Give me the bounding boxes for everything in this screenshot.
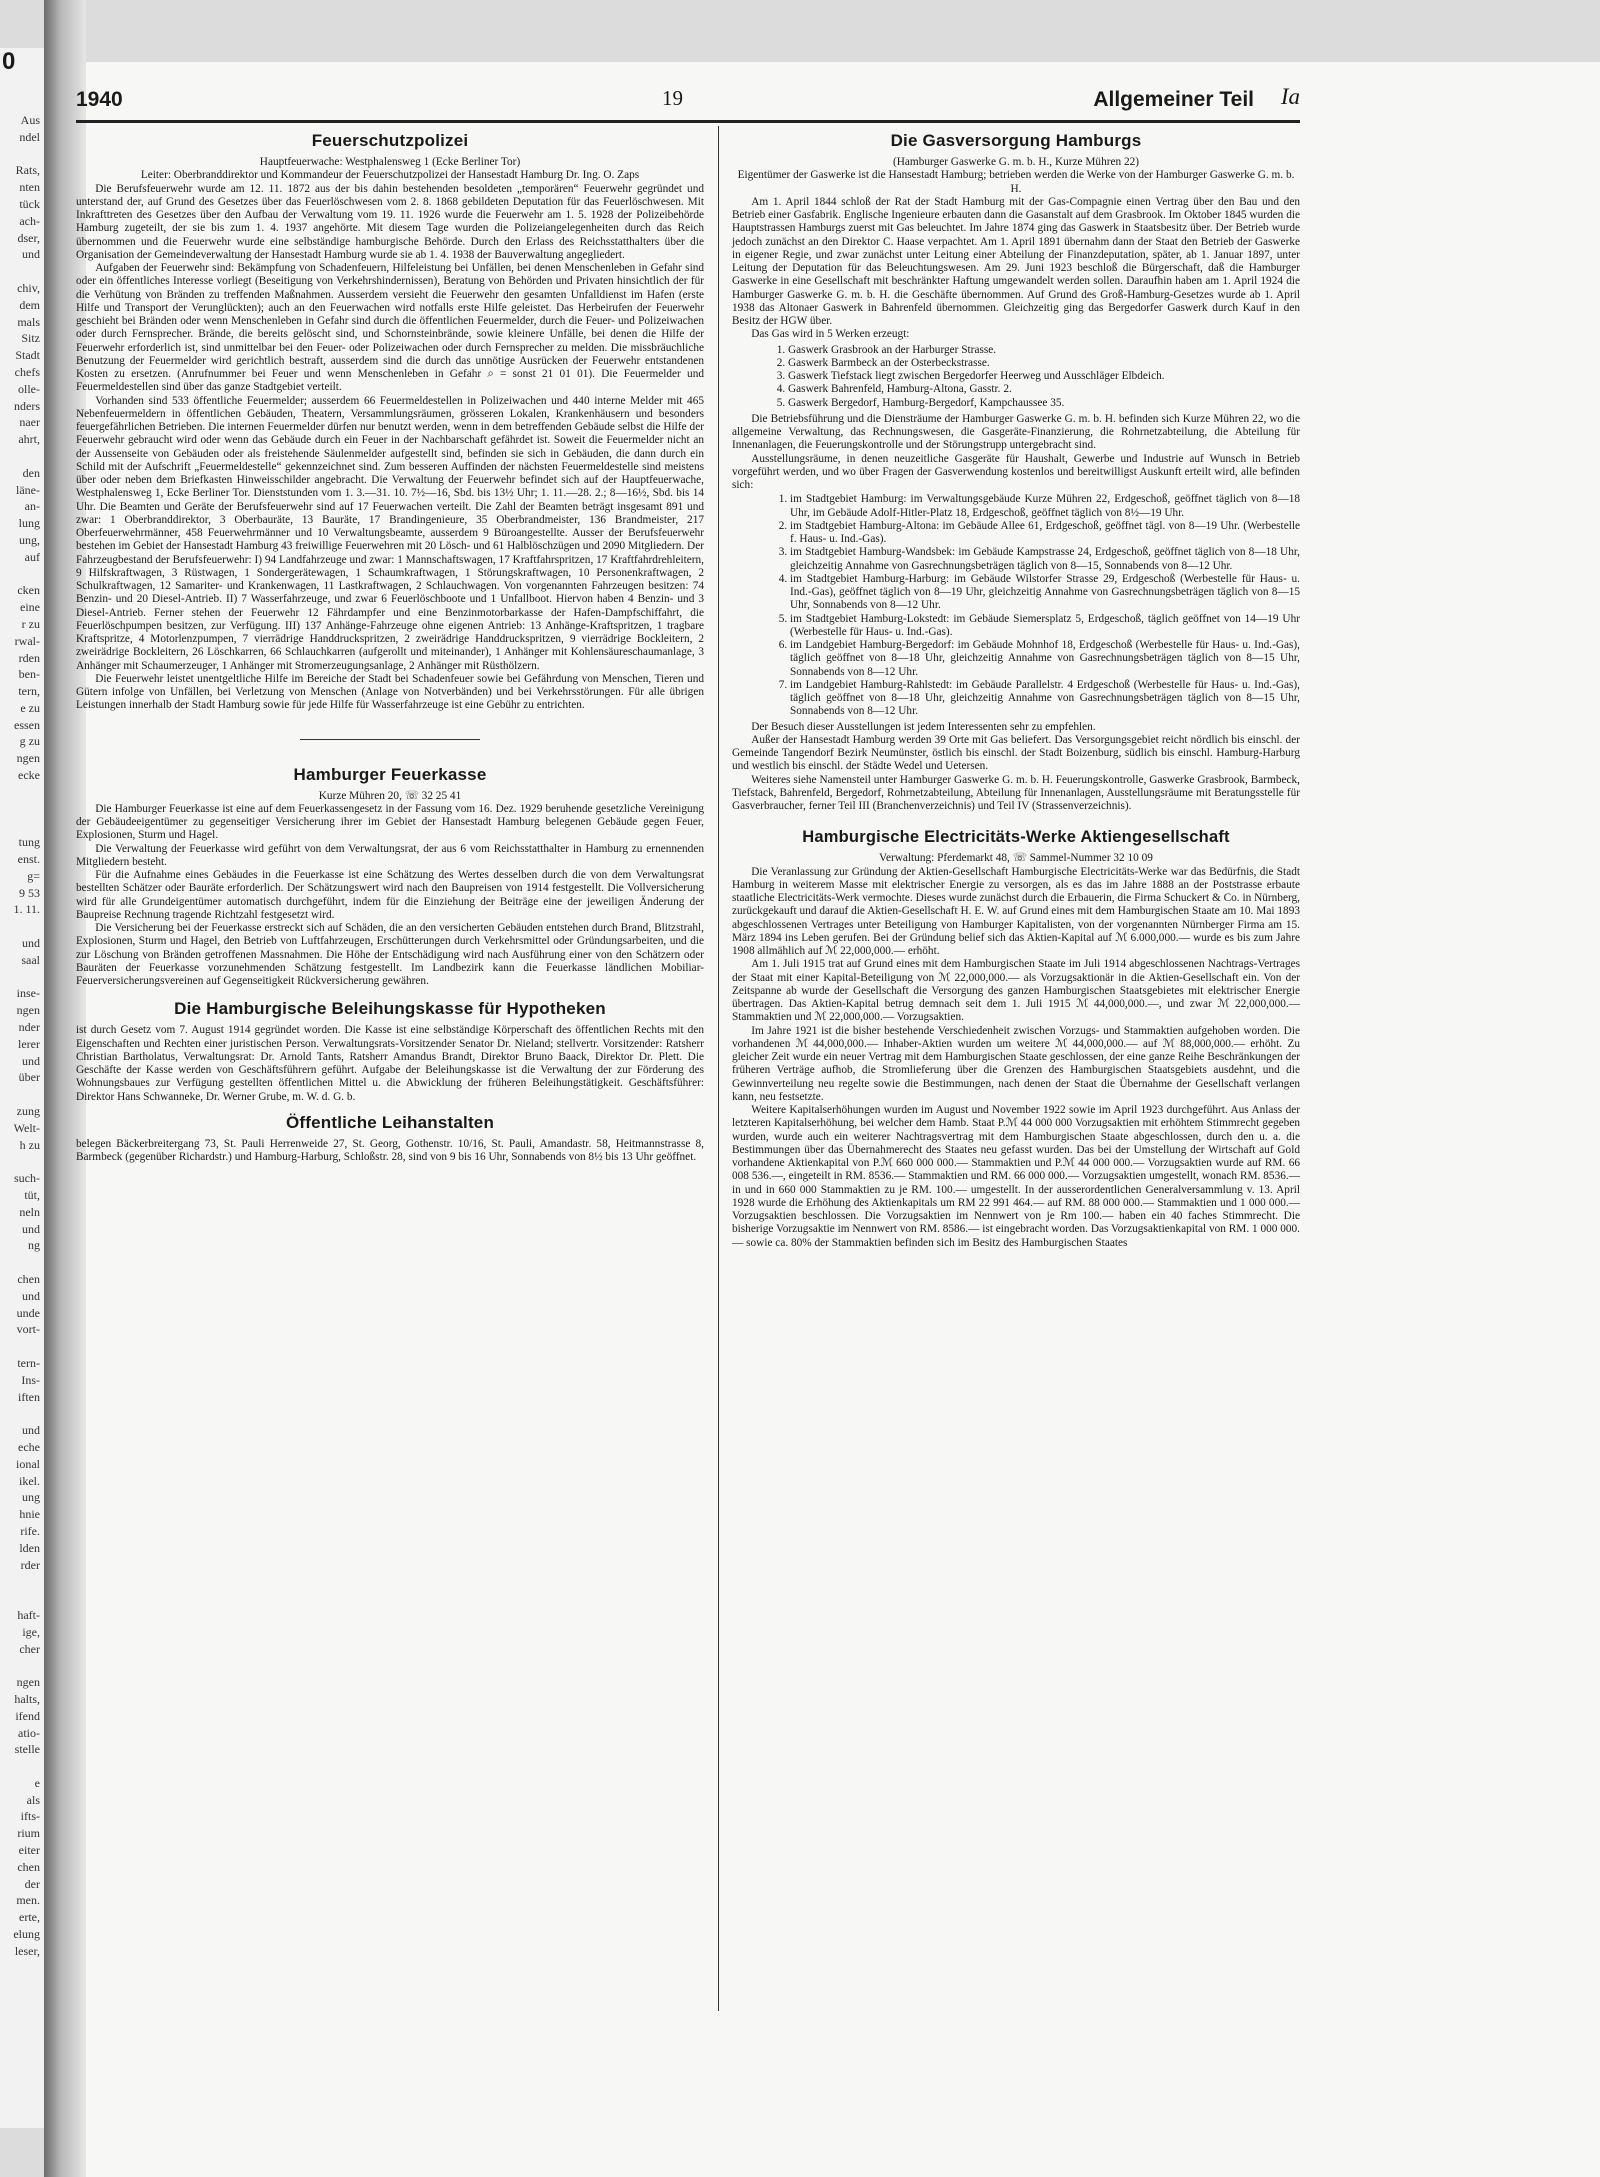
header-year: 1940 [76,88,123,111]
beleihungskasse-paragraph: ist durch Gesetz vom 7. August 1914 gegründet worden. Die Kasse ist eine selbständige Körperschaft des öffentlichen Rechts mit den Eigenschaften und Rechten einer juristischen Person. Verwaltungsrats-Vorsitzender Senator Dr. Nieland; stellvertr. Vorsitzender: Ratsherr Christian Bartholatus, Verwaltungsrat: Dr. Arnold Tants, Ratsherr Amandus Brandt, Direktor Bruno Baack, Direktor Dr. Plett. Die Geschäfte der Kasse werden von Geschäftsführern geführt. Aufgabe der Beleihungskasse ist die Verwaltung der zur Förderung des Wohnungsbaues zur Verfügung gestellten öffentlichen Mittel u. die Abwicklung der früheren Beleihungstätigkeit. Geschäftsführer: Direktor Hans Schwanneke, Dr. Werner Grube, m. W. d. G. b. [76,1024,704,1103]
gas-works-item: 2. Gaswerk Barmbeck an der Osterbeckstrasse. [788,357,1300,370]
neighbor-fragment: und [22,1288,40,1303]
neighbor-fragment: als [26,1792,40,1807]
neighbor-fragment: ifts- [20,1809,40,1824]
neighbor-fragment: chiv, [17,280,40,295]
neighbor-fragment: chefs [14,364,40,379]
neighbor-fragment: und [22,936,40,951]
neighbor-fragment: der [24,1876,40,1891]
neighbor-fragment: haft- [17,1607,40,1622]
gas-works-item: 1. Gaswerk Grasbrook an der Harburger Strasse. [788,344,1300,357]
page-number: 19 [662,86,683,110]
neighbor-fragment: Aus [20,113,40,127]
neighbor-page-strip [0,48,46,2128]
neighbor-fragment: ngen [16,1003,40,1018]
feuerkasse-paragraph: Die Versicherung bei der Feuerkasse erstreckt sich auf Schäden, die an den versicherten Gebäuden entstehen durch Brand, Blitzstrahl, Explosionen, Sturm und Hagel, den Betrieb von Luftfahrzeugen, Erschütterungen durch Verkehrsmittel oder Gründungsarbeiten, und die zur Löschung von Bränden getroffenen Massnahmen. Die Höhe der Entschädigung wird nach Ausführung einer von den Schätzern oder Bauräten der Feuerkasse vorzunehmenden Schätzung festgestellt. Im Landbezirk kann die Feuerkasse ländlichen Mobiliar-Feuerversicherungsvereinen auf Gegenseitigkeit Rückversicherung gewähren. [76,922,704,987]
feuerschutz-paragraph: Aufgaben der Feuerwehr sind: Bekämpfung von Schadenfeuern, Hilfeleistung bei Unfällen, bei denen Menschenleben in Gefahr sind oder ein öffentliches Interesse vorliegt (Beseitigung von Verkehrshindernissen), Beratung von Behörden und Privaten hinsichtlich der für die Verhütung von Bränden zu treffenden Maßnahmen. Ausserdem versieht die Feuerwehr den gesamten Unfalldienst im Hafen (erste Hilfe und Transport der Verunglückten); auch an den Feuerwachen wird notfalls erste Hilfe geleistet. Das Herbeirufen der Feuerwehr geschieht bei Bränden oder wenn Menschenleben in Gefahr sind durch die öffentlichen Feuermelder, durch die Feuer- und Polizeiwachen oder durch Fernsprecher. Brände, die bereits gelöscht sind, und Schornsteinbrände, sowie kleinere Unfälle, bei denen die Hilfe der Feuerwehr erforderlich ist, sind unmittelbar bei den Feuer- oder Polizeiwachen oder durch Fernsprecher zu melden. Die missbräuchliche Benutzung der Feuermelder wird gerichtlich bestraft, ausserdem sind die durch das unnötige Ausrücken der Feuerwehr entstandenen Kosten zu ersetzen. (Anrufnummer bei Feuer und wenn Menschenleben in Gefahr ⌕ = sonst 21 01 01). Die Feuermelder und Feuermeldestellen sind über das ganze Stadtgebiet verteilt. [76,262,704,394]
neighbor-fragment [0,146,44,163]
neighbor-fragment: zung [16,1104,40,1119]
neighbor-fragment: tung [18,835,40,850]
feuerschutz-title: Feuerschutzpolizei [311,131,469,150]
gas-address: (Hamburger Gaswerke G. m. b. H., Kurze Mühren 22) [892,156,1140,168]
neighbor-fragment: Sitz [21,331,40,346]
hew-address: Verwaltung: Pferdemarkt 48, ☏ Sammel-Nummer 32 10 09 [879,852,1153,865]
neighbor-fragment: ifend [15,1708,40,1723]
gas-showroom-item: 6. im Landgebiet Hamburg-Bergedorf: im Gebäude Mohnhof 18, Erdgeschoß (Werbestelle für Haus- u. Ind.-Gas), täglich geöffnet von 8—18 Uhr, gleichzeitig Annahme von Gasrechnungsbeträgen täglich von 8—15 Uhr, Sonnabends von 8—12 Uhr. [790,639,1300,679]
feuerkasse-address: Kurze Mühren 20, ☏ 32 25 41 [318,789,462,802]
neighbor-fragment [0,918,44,935]
neighbor-fragment: chen [17,1271,40,1286]
article-feuerschutzpolizei [76,130,704,713]
neighbor-fragment: vort- [16,1322,40,1337]
neighbor-fragment: lung [18,516,40,531]
neighbor-fragment: und [22,247,40,262]
neighbor-fragment: ige, [22,1624,40,1639]
hew-title: Hamburgische Electricitäts-Werke Aktiengesellschaft [802,828,1230,847]
neighbor-fragment: rwal- [14,633,40,648]
neighbor-fragment: lden [19,1540,40,1555]
neighbor-fragment: erte, [19,1910,40,1925]
neighbor-fragment: tern, [18,684,40,699]
feuerschutz-leader: Leiter: Oberbranddirektor und Kommandeur der Feuerschutzpolizei der Hansestadt Hamburg Dr. Ing. O. Zaps [140,169,640,182]
neighbor-fragment: ung [22,1490,40,1505]
feuerkasse-paragraph: Für die Aufnahme eines Gebäudes in die Feuerkasse ist eine Schätzung des Wertes desselben durch die von dem Verwaltungsrat bestellten Schätzer oder Bauräte erforderlich. Der Schätzungswert wird nach den Baupreisen von 1914 festgestellt. Die Vollversicherung wird für alle Grundeigentümer automatisch durchgeführt, indem für die Einziehung der Beiträge eine der jeweiligen Änderung der Baupreise Rechnung tragende Richtzahl festgesetzt wird. [76,869,704,921]
neighbor-fragment: such- [14,1171,40,1186]
gas-works-intro: Das Gas wird in 5 Werken erzeugt: [751,328,910,341]
feuerkasse-title: Hamburger Feuerkasse [293,764,487,784]
neighbor-fragment: olle- [18,381,40,396]
gas-paragraph: Der Besuch dieser Ausstellungen ist jedem Interessenten sehr zu empfehlen. [751,720,1096,733]
neighbor-fragment: h zu [19,1137,40,1152]
gas-paragraph: Am 1. April 1844 schloß der Rat der Stadt Hamburg mit der Gas-Compagnie einen Vertrag über den Bau und den Betrieb einer Gasfabrik. Englische Ingenieure erbauten dann die Gasanstalt auf dem Grasbrook. Im Oktober 1845 wurden die Hauptstrassen Hamburgs zuerst mit Gas beleuchtet. Im Jahre 1874 ging das Gaswerk in Staatsbesitz über. Der Betrieb wurde jedoch zunächst an den Direktor C. Haase verpachtet. Am 1. April 1891 übernahm dann der Staat den Betrieb der Gaswerke in eigener Regie, und zwar zunächst unter Leitung einer Abteilung der Finanzdeputation, später, ab 1. Januar 1897, unter Leitung der Deputation für das Beleuchtungswesen. Am 29. Juni 1923 beschloß die Bürgerschaft, daß die Hamburger Gaswerke in eine Gesellschaft mit beschränkter Haftung umgewandelt werden sollen. Daraufhin haben am 1. April 1924 die Hamburger Gaswerke G. m. b. H. die Geschäfte übernommen. Auf Grund des Groß-Hamburg-Gesetzes wurde ab 1. April 1938 das Altonaer Gaswerk in Bahrenfeld übernommen. Gleichzeitig ging das Bergedorfer Gaswerk durch Kauf in den Besitz der HGW über. [732,195,1300,327]
beleihungskasse-title: Die Hamburgische Beleihungskasse für Hypotheken [174,999,606,1019]
neighbor-fragment: nten [19,180,40,195]
neighbor-fragment: nders [14,398,40,413]
neighbor-fragment: hnie [19,1507,40,1522]
gas-works-item: 5. Gaswerk Bergedorf, Hamburg-Bergedorf, Kampchaussee 35. [788,397,1300,410]
neighbor-fragment: tüt, [24,1188,40,1202]
neighbor-fragment: tern- [17,1355,40,1370]
neighbor-fragment: rium [17,1826,40,1841]
neighbor-fragment: saal [21,952,40,967]
feuerschutz-paragraph: Die Berufsfeuerwehr wurde am 12. 11. 1872 aus der bis dahin bestehenden besoldeten „temporären“ Feuerwehr gegründet und unterstand der, auf Grund des Gesetzes über das Feuerlöschwesen vom 2. 8. 1868 gebildeten Deputation für das Feuerlöschwesen. Mit Inkrafttreten des Gesetzes über den Aufbau der Verwaltung vom 19. 11. 1926 wurde die Feuerwehr am 1. 5. 1928 der Polizeibehörde Hamburg zugeteilt, der sie bis zum 1. 4. 1937 angehörte. Mit diesem Tage wurden die Polizeiangelegenheiten durch das Reich übernommen und die Feuerwehr wurde eine selbständige hamburgische Behörde. Durch den Erlass des Reichsstatthalters über die Organisation der Gemeindeverwaltung der Hansestadt Hamburg wurde sie ab 1. 4. 1938 der Bauverwaltung angegliedert. [76,182,704,261]
feuerschutz-paragraph: Vorhanden sind 533 öffentliche Feuermelder; ausserdem 66 Feuermeldestellen in Polizeiwachen und 440 interne Melder mit 465 Nebenfeuermeldern in öffentlichen Gebäuden, Theatern, Versammlungsräumen, grösseren Lokalen, Krankenhäusern und besonders feuergefährlichen Betrieben. Die internen Feuermelder dürfen nur benutzt werden, wenn in dem betreffenden Gebäude selbst die Hilfe der Feuerwehr gebraucht wird oder wenn das Gebäude durch ein Feuer in der Nachbarschaft gefährdet ist. Soweit die Feuermelder nicht an der Aussenseite von Gebäuden oder als freistehende Säulenmelder aufgestellt sind, befinden sie sich in Gebäuden, die dann durch ein Schild mit der Aufschrift „Feuermeldestelle“ gekennzeichnet sind. Zum besseren Auffinden der nächsten Feuermeldestelle sind meistens über oder neben dem Briefkasten Hinweisschilder angebracht. Die Verwaltung der Feuerwehr befindet sich auf der Hauptfeuerwache, Westphalensweg 1, Ecke Berliner Tor. Dienststunden vom 1. 3.—31. 10. 7½—16, Sbd. bis 13½ Uhr; 1. 11.—28. 2.; 8—16½, Sbd. bis 14 Uhr. Die Beamten und Geräte der Berufsfeuerwehr sind auf 17 Feuerwachen verteilt. Die Zahl der Beamten beträgt insgesamt 891 und zwar: 1 Oberbranddirektor, 3 Oberbauräte, 13 Bauräte, 17 Brandingenieure, 35 Oberbrandmeister, 136 Brandmeister, 217 Oberfeuerwehrmänner, 458 Feuerwehrmänner und 10 Verwaltungsbeamte, ausserdem 9 Büroangestellte. Ausser der Berufsfeuerwehr bestehen im Gebiet der Hansestadt Hamburg 43 freiwillige Feuerwehren mit 20 Lösch- und 61 Halblöschzügen und 2090 Mitgliedern. Der Fahrzeugbestand der Berufsfeuerwehr: I) 94 Landfahrzeuge und zwar: 1 Mannschaftswagen, 17 Kraftfahrspritzen, 17 Kraftfahrdrehleitern, 9 Hilfskraftwagen, 3 Rüstwagen, 1 Sondergerätewagen, 1 Schaumkraftwagen, 1 Störungskraftwagen, 10 Personenkraftwagen, 2 Schulkraftwagen, 12 Samariter- und Krankenwagen, 11 Lastkraftwagen, 2 Schlauchwagen. Von vorgenannten Fahrzeugen besitzen: 74 Benzin- und 20 Diesel-Antrieb. II) 7 Wasserfahrzeuge, und zwar 6 Feuerlöschboote und 1 Unfallboot. Hiervon haben 4 Benzin- und 3 Diesel-Antrieb. Ferner stehen der Feuerwehr 12 Fährdampfer und eine Benzinmotorbarkasse der Hafen-Dampfschiffahrt, die Feuerlöschpumpen besitzen, zur Verfügung. III) 137 Anhänge-Fahrzeuge ohne eigenen Antrieb: 13 Anhänge-Kraftspritzen, 1 tragbare Kraftspritze, 4 Motorlenzpumpen, 7 vierrädrige Handdruckspritzen, 2 zweirädrige Handdruckspritzen, 9 vierrädrige Bockleitern, 2 zweirädrige Bockleitern, 26 Löschkarren, 66 Schlauchkarren (aufgerollt und miteinander), 1 Anhänger mit Kohlensäureschaumanlage, 3 Anhänger mit Schaumerzeuger, 1 Anhänger mit Stromerzeugungsanlage, 2 Anhänger mit Rüsthölzern. [76,394,704,672]
neighbor-fragment: über [18,1070,40,1085]
neighbor-fragment: eiter [18,1843,40,1858]
neighbor-fragment: e [34,1775,40,1790]
neighbor-fragment: naer [19,415,40,430]
hew-paragraph: Am 1. Juli 1915 trat auf Grund eines mit dem Hamburgischen Staate im Juli 1914 abgeschlossenen Nachtrags-Vertrages der Staat mit einer Kapital-Beteiligung von ℳ 22,000,000.— als Vorzugsaktionär in die Aktien-Gesellschaft ein. Von der Zeitspanne ab wurde der Gesellschaft die Versorgung des ganzen Hamburgischen Staatsgebietes mit elektrischer Energie übertragen. Das Aktien-Kapital betrug demnach seit dem 1. Juli 1915 ℳ 44,000,000.—, und zwar ℳ 22,000,000.— Stammaktien und ℳ 22,000,000.— Vorzugsaktien. [732,958,1300,1024]
neighbor-fragment: lerer [18,1036,40,1051]
neighbor-fragment: men. [16,1893,40,1908]
neighbor-fragment [0,263,44,280]
neighbor-fragment: Stadt [15,348,40,363]
neighbor-fragment: ecke [18,768,40,783]
gas-showroom-item: 7. im Landgebiet Hamburg-Rahlstedt: im Gebäude Parallelstr. 4 Erdgeschoß (Werbestelle für Haus- u. Ind.-Gas), täglich geöffnet von 8—18 Uhr, gleichzeitig Annahme von Gasrechnungsbeträgen täglich von 8—15 Uhr, Sonnabends von 8—12 Uhr. [790,679,1300,719]
neighbor-fragment: dser, [17,230,40,245]
neighbor-fragment: den [22,465,40,480]
right-column [732,130,1300,1250]
neighbor-fragment: neln [19,1204,40,1219]
neighbor-fragment: ional [16,1456,40,1471]
header-rule [76,120,1300,123]
header-section-suffix: Ia [1280,84,1300,109]
neighbor-fragment: stelle [14,1742,40,1757]
neighbor-fragment: tück [19,196,40,211]
column-rule [718,126,719,2011]
gas-paragraph: Außer der Hansestadt Hamburg werden 39 Orte mit Gas beliefert. Das Versorgungsgebiet reicht nördlich bis einschl. der Gemeinde Tangendorf Bezirk Neumünster, östlich bis einschl. der Stadt Boizenburg, südlich bis einschl. Hamburg-Harburg und westlich bis einschl. der Städte Wedel und Uetersen. [732,733,1300,773]
neighbor-text-fragments [0,112,44,1960]
neighbor-fragment: dem [19,297,40,312]
neighbor-fragment: Rats, [15,163,40,178]
gas-title: Die Gasversorgung Hamburgs [890,131,1142,150]
neighbor-fragment: enst. [17,852,40,867]
feuerschutz-paragraph: Die Feuerwehr leistet unentgeltliche Hilfe im Bereiche der Stadt bei Schadenfeuer sowie bei Gefährdung von Menschen, Tieren und Gütern infolge von Unfällen, bei Verletzung von Menschen (Anlage von Notverbänden) und bei Verkehrsstörungen. Für alle übrigen Leistungen innerhalb der Stadt Hamburg sowie für jede Hilfe für Wasserfahrzeuge ist eine Gebühr zu entrichten. [76,672,704,712]
neighbor-fragment [0,801,44,818]
header-section: Allgemeiner Teil [1093,88,1254,111]
neighbor-fragment [0,1657,44,1674]
gas-owner: Eigentümer der Gaswerke ist die Hansestadt Hamburg; betrieben werden die Werke von der Hamburger Gaswerke G. m. b. H. [737,169,1295,195]
gas-showroom-item: 1. im Stadtgebiet Hamburg: im Verwaltungsgebäude Kurze Mühren 22, Erdgeschoß, geöffnet täglich von 8—18 Uhr, im Gebäude Adolf-Hitler-Platz 18, Erdgeschoß, geöffnet täglich von 8½—19 Uhr. [790,493,1300,520]
neighbor-fragment [0,969,44,986]
neighbor-fragment: an- [24,499,40,514]
section-separator [300,739,480,740]
neighbor-fragment [0,1086,44,1103]
gas-showroom-item: 5. im Stadtgebiet Hamburg-Lokstedt: im Gebäude Siemersplatz 5, Erdgeschoß, täglich geöffnet von 14—19 Uhr (Werbestelle für Haus- u. Ind.-Gas). [790,613,1300,640]
neighbor-fragment: cher [19,1641,40,1656]
neighbor-fragment: unde [16,1305,40,1320]
neighbor-fragment: ung, [19,532,40,547]
gas-works-item: 4. Gaswerk Bahrenfeld, Hamburg-Altona, Gasstr. 2. [788,383,1300,396]
neighbor-fragment: ben- [18,667,40,682]
leihanstalten-paragraph: belegen Bäckerbreitergang 73, St. Pauli Herrenweide 27, St. Georg, Gothenstr. 10/16, St. Pauli, Amandastr. 58, Heitmannstrasse 8, Barmbeck (gegenüber Richardstr.) und Hamburg-Harburg, Schloßstr. 28, sind von 9 bis 16 Uhr, Sonnabends von 8½ bis 13 Uhr geöffnet. [76,1137,704,1163]
gas-works-list [732,344,1300,410]
neighbor-fragment [0,784,44,801]
neighbor-fragment: cken [17,583,40,598]
neighbor-fragment: essen [14,717,40,732]
gas-showroom-item: 4. im Stadtgebiet Hamburg-Harburg: im Gebäude Wilstorfer Strasse 29, Erdgeschoß (Werbestelle für Haus- u. Ind.-Gas), geöffnet täglich von 8—19 Uhr, gleichzeitig Annahme von Gasrechnungsbeträgen täglich von 8—15 Uhr, Sonnabends von 8—12 Uhr. [790,573,1300,613]
article-beleihungskasse [76,998,704,1104]
feuerkasse-paragraph: Die Hamburger Feuerkasse ist eine auf dem Feuerkassengesetz in der Fassung vom 16. Dez. 1929 beruhende gesetzliche Vereinigung der Gebäudeeigentümer zu gegenseitiger Versicherung ihrer im Gebiet der Hansestadt Hamburg belegenen Gebäude gegen Feuer, Explosionen, Sturm und Hagel. [76,802,704,842]
gas-works-item: 3. Gaswerk Tiefstack liegt zwischen Bergedorfer Heerweg und Ausschläger Elbdeich. [788,370,1300,383]
gas-paragraph: Weiteres siehe Namensteil unter Hamburger Gaswerke G. m. b. H. Feuerungskontrolle, Gaswerke Grasbrook, Barmbeck, Tiefstack, Bahrenfeld, Bergedorf, Rohrnetzabteilung, Abteilung für Innenanlagen, Ausstellungsräume mit Beratungsstelle für Gasverbraucher, ferner Teil III (Branchenverzeichnis) und Teil IV (Strassenverzeichnis). [732,773,1300,812]
leihanstalten-title: Öffentliche Leihanstalten [285,1112,495,1132]
article-hew [732,827,1300,1250]
neighbor-fragment [0,566,44,583]
neighbor-fragment: ikel. [19,1473,40,1488]
neighbor-fragment: ahrt, [18,432,40,447]
neighbor-fragment: ng [28,1238,40,1253]
neighbor-fragment: rden [18,650,40,665]
neighbor-fragment: ngen [16,1675,40,1690]
neighbor-fragment: atio- [18,1725,40,1740]
neighbor-fragment [0,1758,44,1775]
neighbor-fragment: ndel [19,129,40,144]
neighbor-fragment: g zu [19,734,40,749]
neighbor-fragment: e zu [20,700,40,715]
gas-paragraph: Ausstellungsräume, in denen neuzeitliche Gasgeräte für Haushalt, Gewerbe und Industrie auf Wunsch in Betrieb vorgeführt werden, und wo über Fragen der Gasverwendung kostenlos und bereitwilligst Auskunft erteilt wird, alle befinden sich: [732,452,1300,491]
neighbor-fragment: läne- [16,482,40,497]
neighbor-fragment: ach- [19,213,40,228]
feuerkasse-paragraph: Die Verwaltung der Feuerkasse wird geführt von dem Verwaltungsrat, der aus 6 vom Reichsstatthalter in Hamburg zu ernennenden Mitgliedern besteht. [76,842,704,868]
neighbor-fragment: ngen [16,751,40,766]
neighbor-fragment: rder [20,1557,40,1572]
neighbor-fragment: mals [17,314,40,329]
neighbor-fragment: g= [27,868,40,883]
neighbor-fragment [0,1153,44,1170]
neighbor-fragment: eche [18,1439,40,1454]
hew-paragraph: Weitere Kapitalserhöhungen wurden im August und November 1922 sowie im April 1923 durchgeführt. Aus Anlass der letzteren Kapitalserhöhung, bei welcher dem Hamb. Staat P.ℳ 44 000 000 Vorzugsaktien mit erhöhtem Stimmrecht gegeben wurden, wurde auch ein weiterer Nachtragsvertrag mit dem Hamburgischen Staate abgeschlossen, durch den u. a. die Bestimmungen über das Übernahmerecht des Staates neu gefasst wurden. Das bei der Umstellung der Wirtschaft auf Gold vorhandene Aktienkapital von P.ℳ 660 000 000.— Stammaktien und P.ℳ 44 000 000.— Vorzugsaktien wurde auf RM. 66 008 536.—, eingeteilt in RM. 8536.— Stammaktien und RM. 66 000 000.— Vorzugsaktien umgestellt, wonach RM. 8536.— in und in 660 000 Stammaktien zu je RM. 100.— umgestellt. In der ausserordentlichen Generalversammlung v. 13. April 1928 wurde die Erhöhung des Aktienkapitals um RM 22 991 464.— auf RM. 88 000 000.— Stammaktien und 1 000 000.— Vorzugsaktien beschlossen. Die Vorzugsaktien im Nennwert von je Rm 100.— haben ein 40 faches Stimmrecht. Die bisherige Vorzugsaktie im Nennwert von RM. 8586.— ist eingebracht worden. Das Vorzugsaktienkapital von RM. 1 000 000.— sowie ca. 80% der Stammaktien befinden sich im Besitz des Hamburgischen Staates [732,1104,1301,1249]
neighbor-fragment: inse- [16,986,40,1001]
neighbor-fragment: leser, [14,1943,40,1958]
hew-paragraph: Im Jahre 1921 ist die bisher bestehende Verschiedenheit zwischen Vorzugs- und Stammaktien aufgehoben worden. Die vorhandenen ℳ 44,000,000.— Inhaber-Aktien wurden um weitere ℳ 44,000,000.— auf ℳ 88,000,000.— erhöht. Zu gleicher Zeit wurde ein neuer Vertrag mit dem Hamburgischen Staate geschlossen, der eine ganze Reihe Beschränkungen der früheren Verträge aufhob, die Stromlieferung über die Grenzen des Hamburgischen Staatsgebiets ausdehnt, und die Gewinnverteilung neu regelte sowie die Bestimmungen, nach denen der Staat die Übernahme der Gesellschaft verlangen kann, neu festsetzte. [732,1024,1300,1103]
article-leihanstalten [76,1112,704,1165]
neighbor-fragment: rife. [20,1523,40,1538]
neighbor-fragment: und [22,1053,40,1068]
hew-paragraph: Die Veranlassung zur Gründung der Aktien-Gesellschaft Hamburgische Electricitäts-Werke war das Bedürfnis, die Stadt Hamburg in weiterem Masse mit elektrischer Energie zu versorgen, als es das im Jahre 1888 an der Poststrasse erbaute staatliche Electricitäts-Werk vermochte. Dieses wurde zunächst durch die Erbauerin, die Firma Schuckert & Co. in Nürnberg, zurückgekauft und darauf die Aktien-Gesellschaft H. E. W. auf Grund eines mit dem Hamburgischen Staate am 10. Mai 1893 abgeschlossenen Vertrages unter Beteiligung von Hamburger Kapitalisten, von der vorgenannten Nürnberger Firma am 15. März 1894 ins Leben gerufen. Bei der Gründung belief sich das Aktien-Kapital auf ℳ 6.000,000.— wurde es bis zum Jahre 1908 allmählich auf ℳ 22,000,000.— erhöht. [732,865,1300,957]
neighbor-fragment: und [22,1221,40,1236]
article-feuerkasse [76,764,704,989]
neighbor-fragment: elung [13,1927,40,1942]
gas-showroom-list [732,493,1300,718]
neighbor-fragment [0,817,44,834]
gas-paragraph: Die Betriebsführung und die Diensträume der Hamburger Gaswerke G. m. b. H. befinden sich Kurze Mühren 22, wo die allgemeine Verwaltung, das Rechnungswesen, die Gasgeräte-Finanzierung, die Rohrnetzabteilung, die Abteilung für Innenanlagen, die Feuerungskontrolle und der Störungstrupp untergebracht sind. [732,412,1300,452]
article-gasversorgung [732,130,1300,813]
left-column [76,130,704,1164]
feuerschutz-address: Hauptfeuerwache: Westphalensweg 1 (Ecke Berliner Tor) [259,156,521,168]
neighbor-fragment: auf [24,549,40,564]
neighbor-fragment [0,1590,44,1607]
neighbor-fragment: 1. 11. [13,902,40,917]
neighbor-fragment [0,1254,44,1271]
neighbor-fragment: halts, [14,1691,40,1706]
gas-showroom-item: 2. im Stadtgebiet Hamburg-Altona: im Gebäude Allee 61, Erdgeschoß, geöffnet tägl. von 8—19 Uhr. (Werbestelle f. Haus- u. Ind.-Gas). [790,520,1300,547]
neighbor-fragment: eine [20,600,40,615]
neighbor-fragment [0,1573,44,1590]
neighbor-page-number: 0 [2,48,16,75]
neighbor-fragment: Welt- [13,1120,40,1135]
neighbor-fragment [0,1405,44,1422]
neighbor-fragment: iften [18,1389,40,1404]
neighbor-fragment: r zu [21,616,40,631]
neighbor-fragment: 9 53 [19,885,40,900]
neighbor-fragment: und [22,1423,40,1438]
neighbor-fragment [0,448,44,465]
neighbor-fragment: chen [17,1859,40,1874]
gas-showroom-item: 3. im Stadtgebiet Hamburg-Wandsbek: im Gebäude Kampstrasse 24, Erdgeschoß, geöffnet täglich von 8—18 Uhr, gleichzeitig Annahme von Gasrechnungsbeträgen täglich von 8—15, Sonnabends von 8—12 Uhr. [790,546,1300,573]
neighbor-fragment [0,1338,44,1355]
running-header [76,82,1300,116]
neighbor-fragment: Ins- [21,1372,40,1387]
neighbor-fragment: nder [18,1020,40,1035]
